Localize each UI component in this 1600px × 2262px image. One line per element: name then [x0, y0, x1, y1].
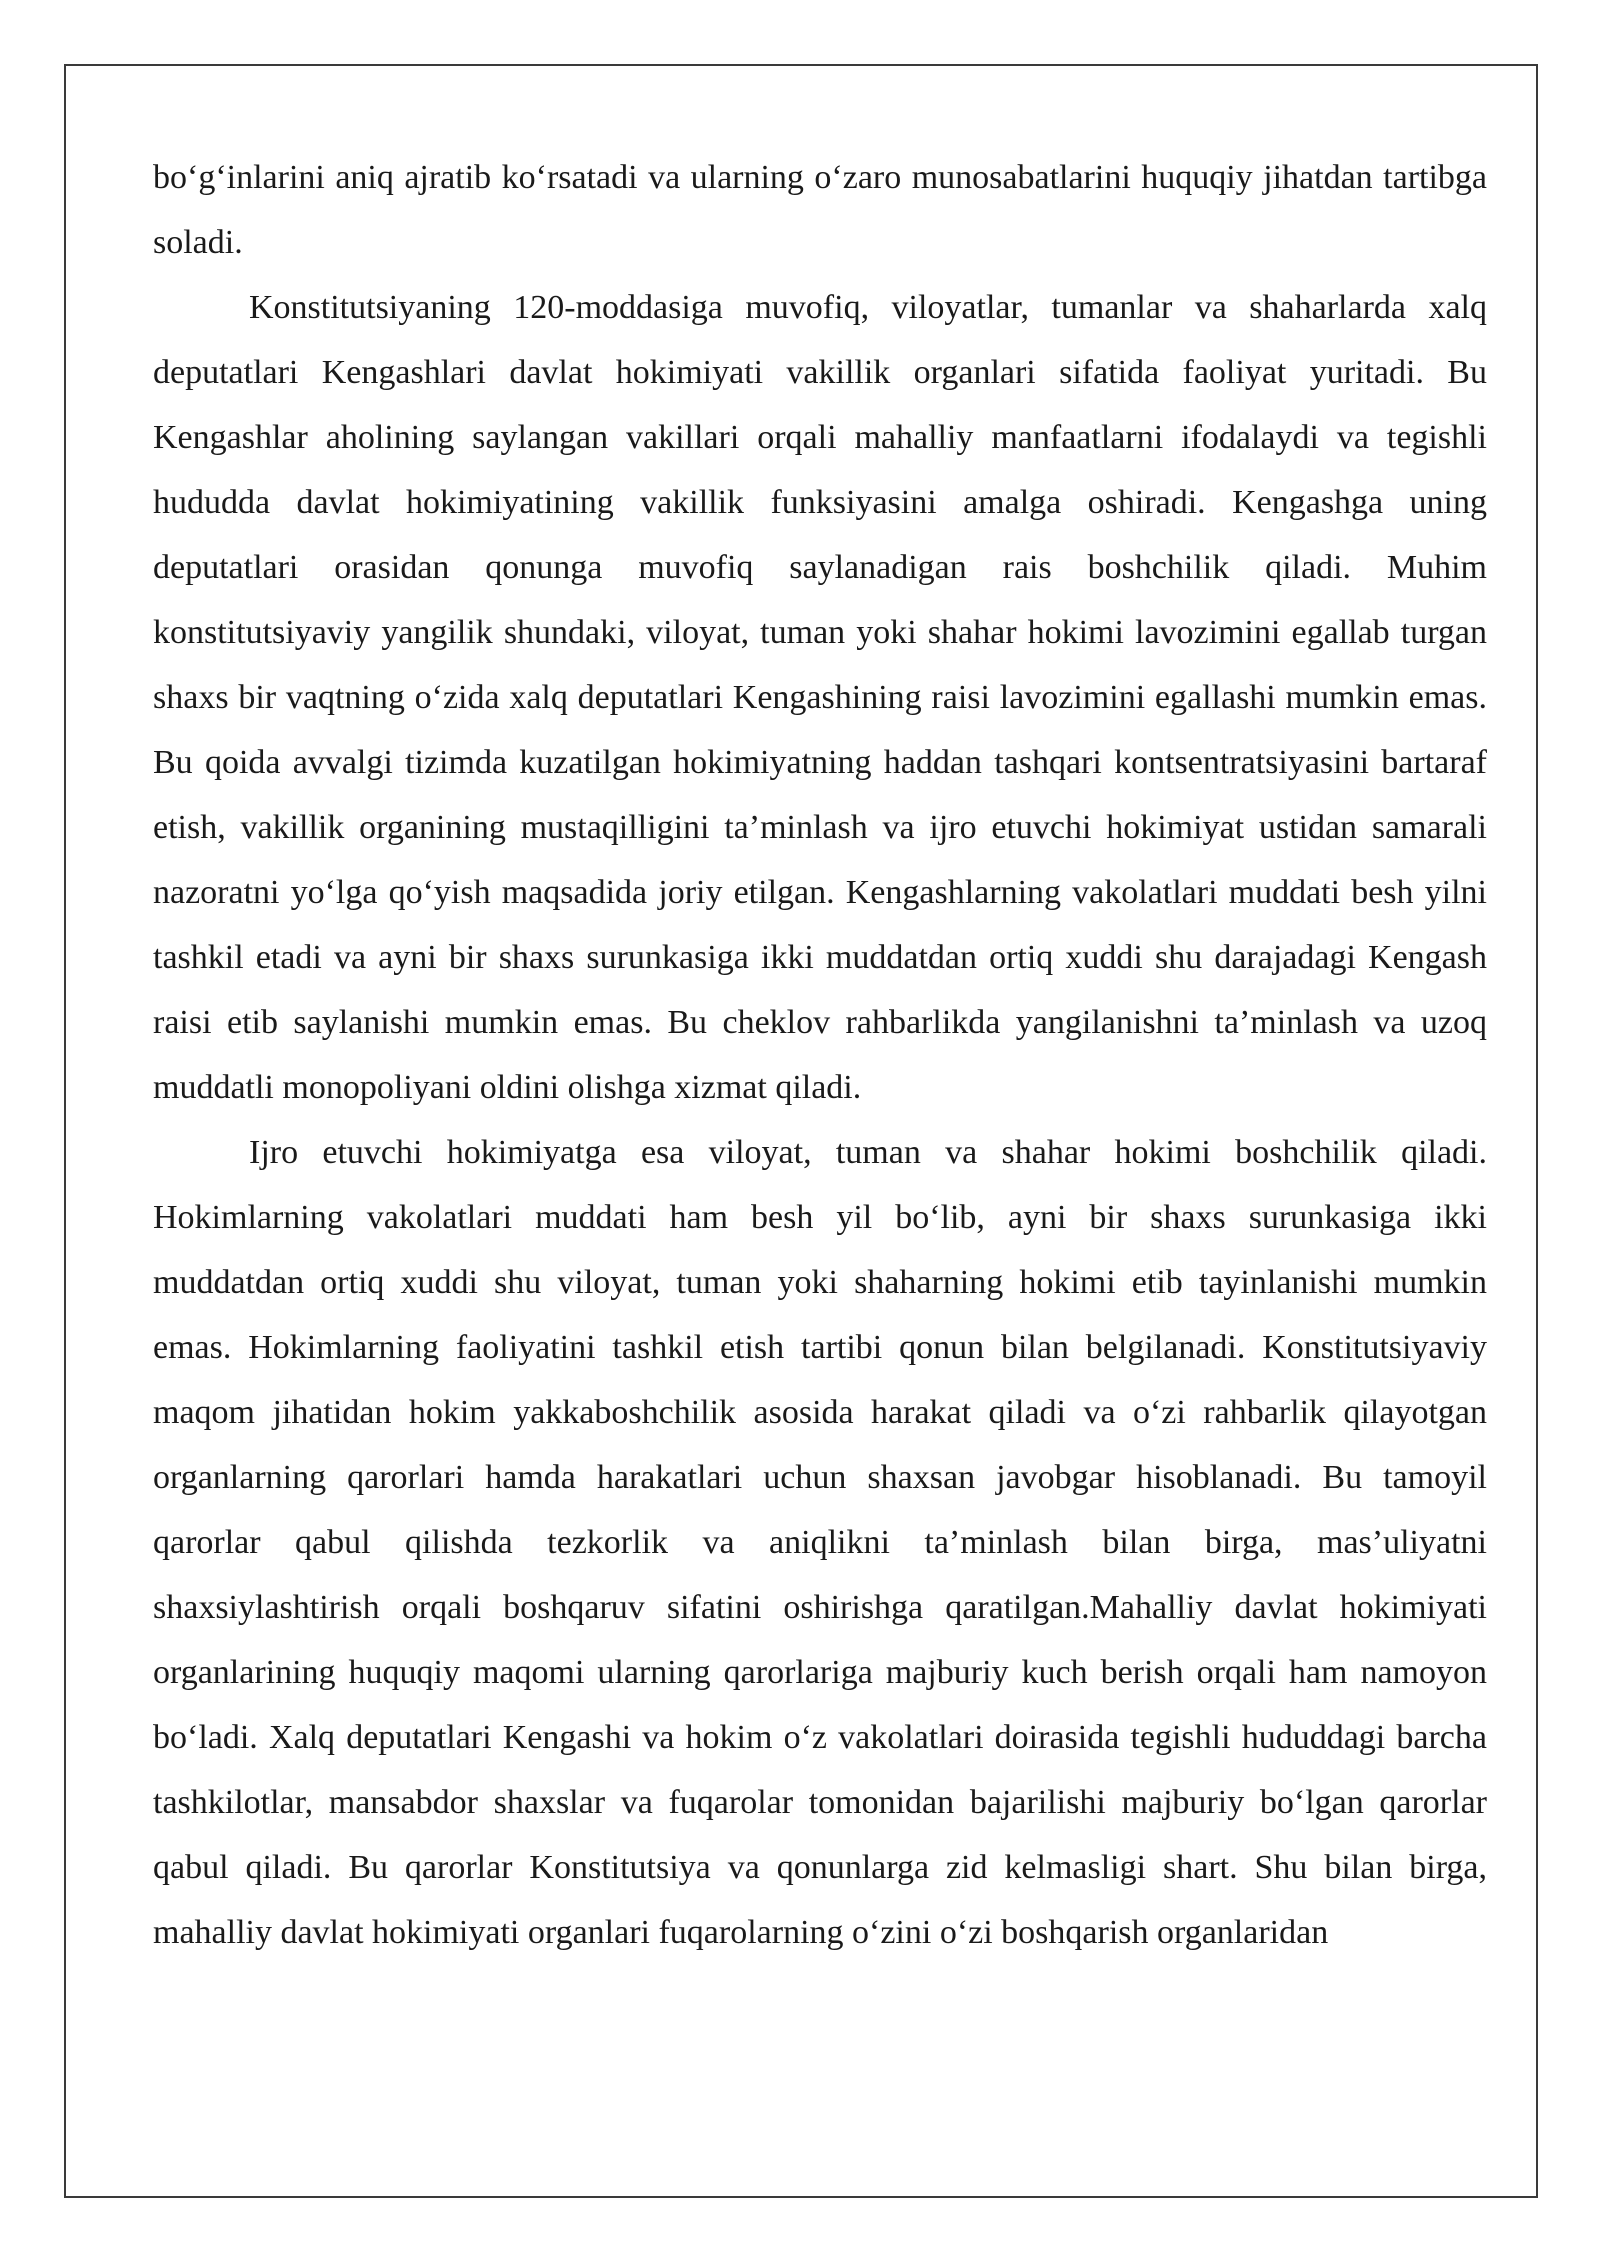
paragraph-continuation: bo‘g‘inlarini aniq ajratib ko‘rsatadi va ularning o‘zaro munosabatlarini huquqiy jihatdan tartibga soladi. [153, 159, 1487, 261]
paragraph-kengashlar: Konstitutsiyaning 120-moddasiga muvofiq, viloyatlar, tumanlar va shaharlarda xalq deputatlari Kengashlari davlat hokimiyati vakillik organlari sifatida faoliyat yuritadi. Bu Kengashlar aholining saylangan vakillari orqali mahalliy manfaatlarni ifodalaydi va tegishli hududda davlat hokimiyatining vakillik funksiyasini amalga oshiradi. Kengashga uning deputatlari orasidan qonunga muvofiq saylanadigan rais boshchilik qiladi. Muhim konstitutsiyaviy yangilik shundaki, viloyat, tuman yoki shahar hokimi lavozimini egallab turgan shaxs bir vaqtning o‘zida xalq deputatlari Kengashining raisi lavozimini egallashi mumkin emas. Bu qoida avvalgi tizimda kuzatilgan hokimiyatning haddan tashqari kontsentratsiyasini bartaraf etish, vakillik organining mustaqilligini ta’minlash va ijro etuvchi hokimiyat ustidan samarali nazoratni yo‘lga qo‘yish maqsadida joriy etilgan. Kengashlarning vakolatlari muddati besh yilni tashkil etadi va ayni bir shaxs surunkasiga ikki muddatdan ortiq xuddi shu darajadagi Kengash raisi etib saylanishi mumkin emas. Bu cheklov rahbarlikda yangilanishni ta’minlash va uzoq muddatli monopoliyani oldini olishga xizmat qiladi. [153, 289, 1487, 1106]
document-body [153, 145, 1487, 1965]
paragraph-ijro-hokimiyati: Ijro etuvchi hokimiyatga esa viloyat, tuman va shahar hokimi boshchilik qiladi. Hokimlarning vakolatlari muddati ham besh yil bo‘lib, ayni bir shaxs surunkasiga ikki muddatdan ortiq xuddi shu viloyat, tuman yoki shaharning hokimi etib tayinlanishi mumkin emas. Hokimlarning faoliyatini tashkil etish tartibi qonun bilan belgilanadi. Konstitutsiyaviy maqom jihatidan hokim yakkaboshchilik asosida harakat qiladi va o‘zi rahbarlik qilayotgan organlarning qarorlari hamda harakatlari uchun shaxsan javobgar hisoblanadi. Bu tamoyil qarorlar qabul qilishda tezkorlik va aniqlikni ta’minlash bilan birga, mas’uliyatni shaxsiylashtirish orqali boshqaruv sifatini oshirishga qaratilgan.Mahalliy davlat hokimiyati organlarining huquqiy maqomi ularning qarorlariga majburiy kuch berish orqali ham namoyon bo‘ladi. Xalq deputatlari Kengashi va hokim o‘z vakolatlari doirasida tegishli hududdagi barcha tashkilotlar, mansabdor shaxslar va fuqarolar tomonidan bajarilishi majburiy bo‘lgan qarorlar qabul qiladi. Bu qarorlar Konstitutsiya va qonunlarga zid kelmasligi shart. Shu bilan birga, mahalliy davlat hokimiyati organlari fuqarolarning o‘zini o‘zi boshqarish organlaridan [153, 1134, 1487, 1951]
